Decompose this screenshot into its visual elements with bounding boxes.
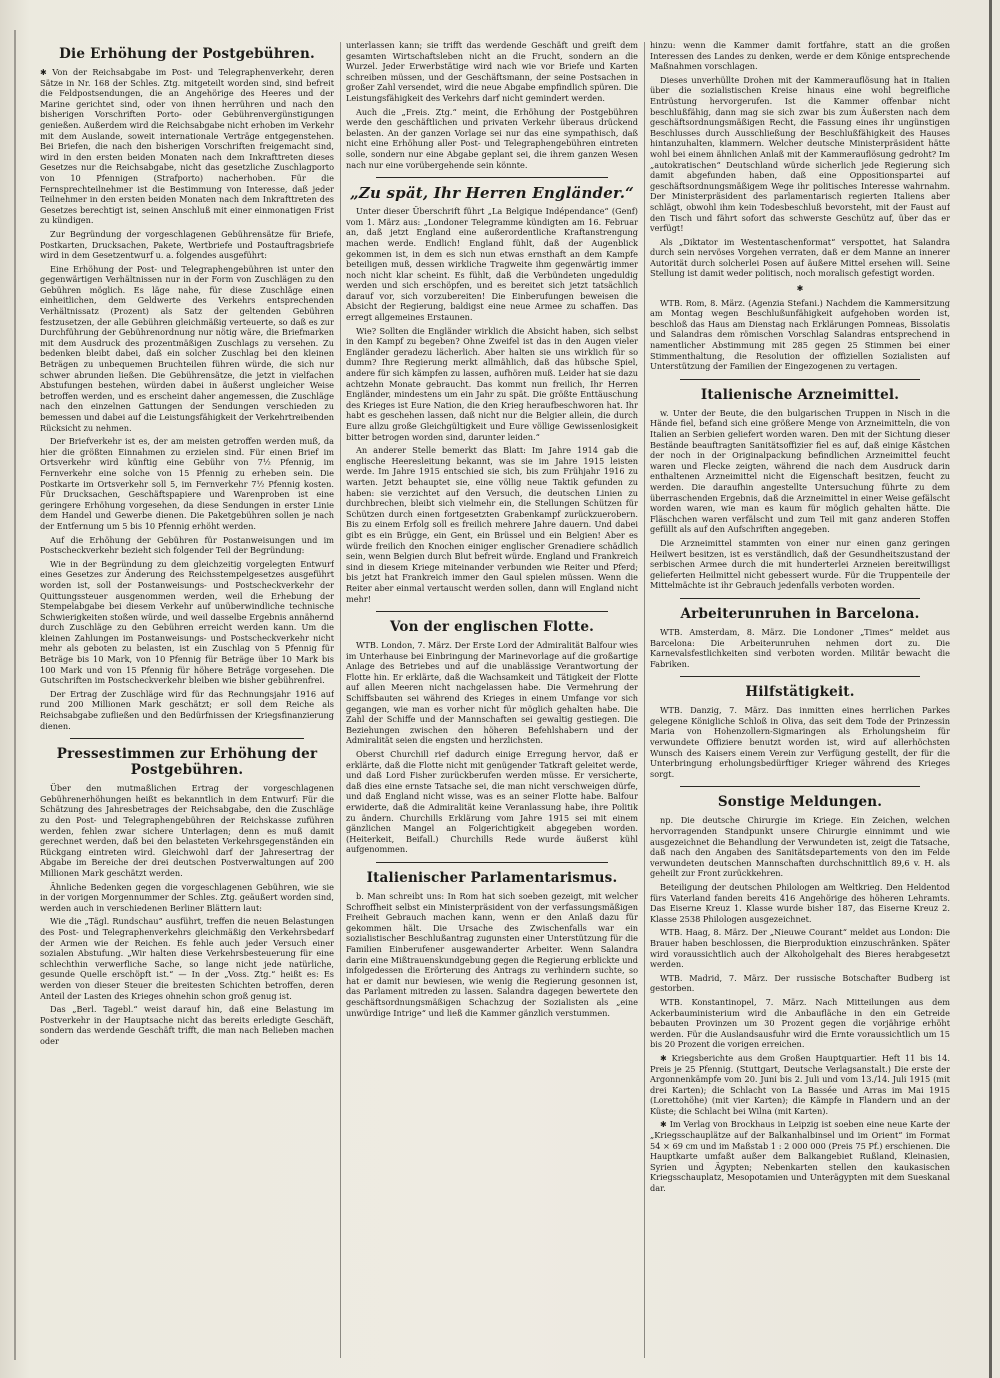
article-paragraph: Über den mutmaßlichen Ertrag der vorgeschlagenen Gebührenerhöhungen heißt es bekanntlich in dem Entwurf: Für die Schätzung des Jahresbetrages der Reichsabgabe, den die Zuschläge zu den Post- und Telegraphengebühren der Reichskasse zuführen werden, fehlen zwar sichere Unterlagen; denn es muß damit gerechnet werden, daß bei den belasteten Verkehrsgegenständen ein Rückgang eintreten wird. Gleichwohl darf der Jahresertrag der Abgabe im Bereiche der drei deutschen Postverwaltungen auf 200 Millionen Mark geschätzt werden.	[40, 783, 334, 878]
article-paragraph: Als „Diktator im Westentaschenformat“ verspottet, hat Salandra durch sein nervöses Vorgehen verraten, daß er dem Manne an innerer Autorität durch solcherlei Posen auf äußere Mittel ersehen will. Seine Stellung ist damit weder politisch, noch moralisch gefestigt worden.	[650, 236, 950, 279]
section-rule	[680, 786, 920, 787]
article-paragraph: WTB. Danzig, 7. März. Das inmitten eines herrlichen Parkes gelegene Königliche Schloß in Oliva, das seit dem Tode der Prinzessin Maria von Hohenzollern-Sigmaringen als Erholungsheim für verwundete Offiziere benutzt worden ist, wird auf allerhöchsten Wunsch des Kaisers einem Verein zur Verfügung gestellt, der für die Unterbringung erholungsbedürftiger Krieger während des Krieges sorgt.	[650, 705, 950, 779]
article-paragraph: Wie die „Tägl. Rundschau“ ausführt, treffen die neuen Belastungen des Post- und Telegraphenverkehrs gleichmäßig den Verkehrsbedarf der Armen wie der Reichen. Es fehle auch jeder Versuch einer sozialen Abstufung. „Wir halten diese Verkehrsbesteuerung für eine schlechthin verwerfliche Sache, so lange nicht jede natürliche, gesunde Quelle erschöpft ist.“ — In der „Voss. Ztg.“ heißt es: Es werden von dieser Steuer die breitesten Schichten betroffen, deren Anteil der Lasten des Krieges ohnehin schon groß genug ist.	[40, 916, 334, 1001]
heading-sonstige-meldungen: Sonstige Meldungen.	[717, 794, 883, 811]
column-2	[346, 40, 638, 1360]
section-rule	[680, 598, 920, 599]
article-paragraph: WTB. Haag, 8. März. Der „Nieuwe Courant“ meldet aus London: Die Brauer haben beschlossen, die Bierproduktion einzuschränken. Später wird voraussichtlich auch der Alkoholgehalt des Bieres herabgesetzt werden.	[650, 927, 950, 970]
article-paragraph: WTB. Konstantinopel, 7. März. Nach Mitteilungen aus dem Ackerbauministerium wird die Anbaufläche in den ein Getreide bebauten Provinzen um 30 Prozent gegen die vorjährige erhöht werden. Für die Auslandsausfuhr wird die Ernte voraussichtlich um 15 bis 20 Prozent die vorigen erreichen.	[650, 996, 950, 1050]
section-rule	[680, 379, 920, 380]
heading-pressestimmen: Pressestimmen zur Erhöhung der Postgebühren.	[56, 746, 318, 779]
column-1	[40, 40, 334, 1360]
article-paragraph: np. Die deutsche Chirurgie im Kriege. Ein Zeichen, welchen hervorragenden Standpunkt unsere Chirurgie einnimmt und wie ausgezeichnet die Behandlung der Verwundeten ist, zeigt die Tatsache, daß nach den Angaben des Sanitätsdepartements von den im Felde verwundeten deutschen Mannschaften durchschnittlich 89,6 v. H. als geheilt zur Front zurückkehren.	[650, 815, 950, 879]
article-paragraph: b. Man schreibt uns: In Rom hat sich soeben gezeigt, mit welcher Schroffheit selbst ein Ministerpräsident von der verfassungsmäßigen Freiheit Gebrauch machen kann, wenn er den Anlaß dazu für gekommen hält. Die Ursache des Zwischenfalls war ein sozialistischer Beschlußantrag zugunsten einer Unterstützung für die Familien Einberufener ausgewanderter Arbeiter. Wenn Salandra darin eine Mißtrauenskundgebung gegen die Regierung erblickte und infolgedessen die Erörterung des Antrags zu verhindern suchte, so hat er damit nur bewiesen, wie wenig die Regierung gesonnen ist, das Parlament mitreden zu lassen. Salandra dagegen bewertete den geschäftsordnungsmäßigen Schachzug der Sozialisten als „eine unwürdige Intrige“ und ließ die Kammer gänzlich verstummen.	[346, 890, 638, 1018]
heading-zu-spaet: „Zu spät, Ihr Herren Engländer.“	[350, 184, 634, 203]
article-paragraph: Der Briefverkehr ist es, der am meisten getroffen werden muß, da hier die größten Einnahmen zu erzielen sind. Für einen Brief im Ortsverkehr wird künftig eine Gebühr von 7½ Pfennig, im Fernverkehr eine solche von 15 Pfennig zu erheben sein. Die Postkarte im Ortsverkehr soll 5, im Fernverkehr 7½ Pfennig kosten. Für Drucksachen, Geschäftspapiere und Warenproben ist eine geringere Erhöhung vorgesehen, da diese Sendungen in erster Linie dem Handel und Gewerbe dienen. Die Paketgebühren sollen je nach der Entfernung um 5 bis 10 Pfennig erhöht werden.	[40, 436, 334, 531]
heading-postgebuehren: Die Erhöhung der Postgebühren.	[59, 46, 315, 62]
article-paragraph: Die Arzneimittel stammten von einer nur einen ganz geringen Heilwert besitzen, ist es verständlich, daß der Gesundheitszustand der serbischen Armee durch die mit hunderterlei Arzneien bereitwilligst gelieferten Heilmittel nicht gebessert wurde. Für die Truppenteile der Mittelmächte ist ihr Gebrauch jedenfalls verboten worden.	[650, 537, 950, 591]
article-paragraph: Zur Begründung der vorgeschlagenen Gebührensätze für Briefe, Postkarten, Drucksachen, Pakete, Wertbriefe und Postauftragsbriefe wird in dem Gesetzentwurf u. a. folgendes ausgeführt:	[40, 228, 334, 261]
article-paragraph: w. Unter der Beute, die den bulgarischen Truppen in Nisch in die Hände fiel, befand sich eine größere Menge von Arzneimitteln, die von Italien an Serbien geliefert worden waren. Den mit der Sichtung dieser Bestände beauftragten Sanitätsoffizier fiel es auf, daß einige Kästchen der noch in der Originalpackung befindlichen Arzneimittel feucht waren und Flecke zeigten, während die nach dem Ausdruck darin enthaltenen Arzneimittel nicht die Eigenschaft besitzen, feucht zu werden. Die daraufhin angestellte Untersuchung führte zu dem überraschenden Ergebnis, daß die Arzneimittel in einer Weise gefälscht worden waren, wie man es kaum für möglich gehalten hätte. Die Fläschchen waren verfälscht und zum Teil mit ganz anderen Stoffen gefüllt als auf den Aufschriften angegeben.	[650, 407, 950, 535]
article-paragraph: Beteiligung der deutschen Philologen am Weltkrieg. Den Heldentod fürs Vaterland fanden bereits 416 Angehörige des höheren Lehramts. Das Eiserne Kreuz 1. Klasse wurde bisher 187, das Eiserne Kreuz 2. Klasse 2538 Philologen ausgezeichnet.	[650, 882, 950, 924]
article-paragraph: Auch die „Freis. Ztg.“ meint, die Erhöhung der Postgebühren werde den geschäftlichen und privaten Verkehr überaus drückend belasten. An der ganzen Vorlage sei nur das eine sympathisch, daß nicht eine Erhöhung aller Post- und Telegraphengebühren eintreten solle, sondern nur eine Abgabe geplant sei, die ihrem ganzen Wesen nach nur eine vorübergehende sein könnte.	[346, 106, 638, 170]
column-separator	[340, 42, 341, 1358]
heading-englische-flotte: Von der englischen Flotte.	[389, 619, 595, 636]
article-paragraph: unterlassen kann; sie trifft das werdende Geschäft und greift dem gesamten Wirtschaftsleben nicht an die Frucht, sondern an die Wurzel. Jeder Erwerbstätige wird nach wie vor Briefe und Karten schreiben müssen, und der Geschäftsmann, der seine Postsachen in großer Zahl versendet, wird die neue Abgabe empfindlich spüren. Die Leistungsfähigkeit des Verkehrs darf nicht gemindert werden.	[346, 40, 638, 103]
separator-star-icon: ✱	[796, 283, 804, 294]
article-paragraph: Ähnliche Bedenken gegen die vorgeschlagenen Gebühren, wie sie in der vorigen Morgennummer der Schles. Ztg. geäußert worden sind, werden auch in verschiedenen Berliner Blättern laut:	[40, 881, 334, 913]
article-paragraph: Dieses unverhüllte Drohen mit der Kammerauflösung hat in Italien über die sozialistischen Kreise hinaus eine wohl begreifliche Entrüstung hervorgerufen. Ist die Kammer offenbar nicht beschlußfähig, dann mag sie sich zwar bis zum Äußersten nach dem geschäftsordnungsmäßigen Recht, die Fassung eines ihr ungünstigen Beschlusses durch Ausschließung der Beschlußfähigkeit des Hauses hintanzuhalten, klammern. Welcher deutsche Ministerpräsident hätte wohl bei einem ähnlichen Anlaß mit der Kammerauflösung gedroht? Im „autokratischen“ Deutschland würde sicherlich jede Regierung sich damit abgefunden haben, daß eine Oppositionspartei auf geschäftsordnungsmäßigem Wege ihr politisches Interesse wahrnahm. Der Ministerpräsident des parlamentarisch regierten Italiens aber schlägt, obwohl ihm kein Todesbeschluß bevorsteht, mit der Faust auf den Tisch und fährt sofort das schwerste Geschütz auf, über das er verfügt!	[650, 74, 950, 234]
article-paragraph: Der Ertrag der Zuschläge wird für das Rechnungsjahr 1916 auf rund 200 Millionen Mark geschätzt; er soll dem Reiche als Reichsabgabe zufließen und den Bedürfnissen der Kriegsfinanzierung dienen.	[40, 688, 334, 731]
article-paragraph: Wie in der Begründung zu dem gleichzeitig vorgelegten Entwurf eines Gesetzes zur Änderung des Reichsstempelgesetzes ausgeführt worden ist, soll der Postanweisungs- und Postscheckverkehr der Quittungssteuer ausgenommen werden, weil die Erhebung der Stempelabgabe bei diesem Verkehr auf unüberwindliche technische Schwierigkeiten stoßen würde, und weil dasselbe Ergebnis annähernd durch Zuschläge zu den Gebühren erreicht werden kann. Um die kleinen Zahlungen im Postanweisungs- und Postscheckverkehr nicht mehr als geboten zu belasten, ist ein Zuschlag von 5 Pfennig für Beträge bis 10 Mark, von 10 Pfennig für Beträge über 10 Mark bis 100 Mark und von 15 Pfennig für höhere Beträge vorgesehen. Die Gutschriften im Postscheckverkehr bleiben wie bisher gebührenfrei.	[40, 558, 334, 686]
article-paragraph: ✱ Von der Reichsabgabe im Post- und Telegraphenverkehr, deren Sätze in Nr. 168 der Schles. Ztg. mitgeteilt worden sind, sind befreit die Feldpostsendungen, die an Angehörige des Heeres und der Marine gerichtet sind, oder von ihnen herrühren und nach den bisherigen Vorschriften Porto- oder Gebührenvergünstigungen genießen. Außerdem wird die Reichsabgabe nicht erhoben im Verkehr mit dem Auslande, soweit internationale Verträge entgegenstehen. Bei Briefen, die nach den bisherigen Vorschriften freigemacht sind, wird in den ersten beiden Monaten nach dem Inkrafttreten dieses Gesetzes nur die Reichsabgabe, nicht das gesetzliche Zuschlagporto von 10 Pfennigen (Strafporto) nacherhoben. Für die Fernsprechteilnehmer ist die Bestimmung von Interesse, daß jeder Teilnehmer in den ersten beiden Monaten nach dem Inkrafttreten des Gesetzes berechtigt ist, seinen Anschluß mit einer einmonatigen Frist zu kündigen.	[40, 67, 334, 226]
article-paragraph: Das „Berl. Tagebl.“ weist darauf hin, daß eine Belastung im Postverkehr in der Hauptsache nicht das bereits erledigte Geschäft, sondern das werdende Geschäft trifft, die man nach Belieben machen oder	[40, 1004, 334, 1046]
article-paragraph: ✱ Im Verlag von Brockhaus in Leipzig ist soeben eine neue Karte der „Kriegsschauplätze auf der Balkanhalbinsel und im Orient“ im Format 54 × 69 cm und im Maßstab 1 : 2 000 000 (Preis 75 Pf.) erschienen. Die Hauptkarte umfaßt außer dem Balkangebiet Rußland, Kleinasien, Syrien und Ägypten; Nebenkarten stellen den kaukasischen Kriegsschauplatz, Mesopotamien und Unterägypten mit dem Sueskanal dar.	[650, 1119, 950, 1194]
section-rule	[70, 738, 304, 739]
article-paragraph: Wie? Sollten die Engländer wirklich die Absicht haben, sich selbst in den Kampf zu begeben? Ohne Zweifel ist das in den Augen vieler Engländer geradezu lächerlich. Aber halten sie uns wirklich für so dumm? Ihre Regierung merkt allmählich, daß das hübsche Spiel, andere für sich kämpfen zu lassen, aufhören muß. Leider hat sie dazu achtzehn Monate gebraucht. Das kommt nun freilich, Ihr Herren Engländer, mindestens um ein Jahr zu spät. Die größte Enttäuschung des Krieges ist Eure Nation, die den Krieg heraufbeschworen hat. Ihr habt es geschehen lassen, daß nicht nur die Belgier allein, die durch Eure allzu große Gleichgültigkeit und Eure völlige Gewissenlosigkeit bitter betrogen worden sind, darunter leiden.“	[346, 325, 638, 442]
section-rule	[376, 177, 608, 178]
page-edge-left	[14, 30, 16, 1360]
article-paragraph: An anderer Stelle bemerkt das Blatt: Im Jahre 1914 gab die englische Heeresleitung bekannt, was sie im Jahre 1915 leisten werde. Im Jahre 1915 entschied sie sich, bis zum Frühjahr 1916 zu warten. Jetzt behauptet sie, eine völlig neue Taktik gefunden zu haben: sie verzichtet auf den Versuch, die deutschen Linien zu durchbrechen, bleibt sich vielmehr ein, die Stellungen Schützen für Schützen durch einen fortgesetzten Grabenkampf zurückzuerobern. Bis zu einem Erfolg soll es freilich mehrere Jahre dauern. Und dabei gibt es ein Brügge, ein Gent, ein Brüssel und ein Belgien! Aber es würde freilich den Knochen einiger englischer Grenadiere schädlich sein, wenn Belgien durch Blut befreit würde. England und Frankreich sind in diesem Kriege miteinander verbunden wie Reiter und Pferd; bis jetzt hat Frankreich immer den Gaul spielen müssen. Wenn die Reiter aber einmal vertauscht werden sollen, dann will England nicht mehr!	[346, 445, 638, 604]
article-paragraph: hinzu: wenn die Kammer damit fortfahre, statt an die großen Interessen des Landes zu denken, werde er dem Könige entsprechende Maßnahmen vorschlagen.	[650, 40, 950, 72]
article-paragraph: Oberst Churchill rief dadurch einige Erregung hervor, daß er erklärte, daß die Flotte nicht mit genügender Tatkraft geleitet werde, und daß Lord Fisher zurückberufen werden müsse. Er versicherte, daß dies eine ernste Tatsache sei, die man nicht verschweigen dürfe, und daß England nicht wisse, was es an seiner Flotte habe. Balfour erwiderte, daß die Admiralität keine Veranlassung habe, ihre Politik zu ändern. Churchills Erklärung vom Jahre 1915 sei mit einem gänzlichen Mangel an Folgerichtigkeit abgegeben worden. (Heiterkeit, Beifall.) Churchills Rede wurde äußerst kühl aufgenommen.	[346, 749, 638, 855]
column-separator	[644, 42, 645, 1358]
section-rule	[376, 862, 608, 863]
article-paragraph: Unter dieser Überschrift führt „La Belgique Indépendance“ (Genf) vom 1. März aus: „Londoner Telegramme kündigten am 16. Februar an, daß jetzt England eine außerordentliche Kraftanstrengung machen werde. Endlich! England fühlt, daß der Augenblick gekommen ist, in dem es sich nun etwas ernsthaft an dem Kampfe beteiligen muß, dessen wirkliche Tragweite ihm gegenwärtig immer noch nicht klar scheint. Es fühlt, daß die Verbündeten ungeduldig werden und sich erschöpfen, und es bereitet sich jetzt tatsächlich darauf vor, sich vorzubereiten! Die Einberufungen beweisen die Absicht der Regierung, baldigst eine neue Armee zu schaffen. Das erregt allgemeines Erstaunen.	[346, 206, 638, 323]
article-paragraph: WTB. London, 7. März. Der Erste Lord der Admiralität Balfour wies im Unterhause bei Einbringung der Marinevorlage auf die großartige Anlage des Betriebes und auf die unablässige Verantwortung der Flotte hin. Er erklärte, daß die Wachsamkeit und Tätigkeit der Flotte auf allen Meeren nicht nachgelassen habe. Die Vermehrung der Schiffsbauten sei während des Krieges in einem Umfange vor sich gegangen, wie man es vorher nicht für möglich gehalten habe. Die Zahl der Schiffe und der Mannschaften sei gewaltig gestiegen. Die Beziehungen zwischen den höheren Befehlshabern und der Admiralität seien die engsten und herzlichsten.	[346, 640, 638, 746]
heading-arzneimittel: Italienische Arzneimittel.	[700, 386, 900, 403]
article-paragraph: WTB. Madrid, 7. März. Der russische Botschafter Budberg ist gestorben.	[650, 972, 950, 994]
column-3	[650, 40, 950, 1360]
page-edge-right	[989, 0, 992, 1378]
heading-barcelona: Arbeiterunruhen in Barcelona.	[680, 605, 920, 622]
article-paragraph: Auf die Erhöhung der Gebühren für Postanweisungen und im Postscheckverkehr bezieht sich folgender Teil der Begründung:	[40, 534, 334, 556]
section-rule	[680, 676, 920, 677]
section-rule	[376, 611, 608, 612]
heading-hilfstaetigkeit: Hilfstätigkeit.	[745, 684, 855, 701]
article-paragraph: ✱ Kriegsberichte aus dem Großen Hauptquartier. Heft 11 bis 14. Preis je 25 Pfennig. (Stuttgart, Deutsche Verlagsanstalt.) Die erste der Argonnenkämpfe vom 20. Juni bis 2. Juli und vom 13./14. Juli 1915 (mit drei Karten); die Schlacht von La Bassée und Arras im Mai 1915 (Lorettohöhe) (mit vier Karten); die Kämpfe in Flandern und an der Küste; die Schlacht bei Wilna (mit Karten).	[650, 1052, 950, 1116]
article-paragraph: WTB. Rom, 8. März. (Agenzia Stefani.) Nachdem die Kammersitzung am Montag wegen Beschlußunfähigkeit aufgehoben worden ist, beschloß das Haus am Dienstag nach Erklärungen Pomneas, Bissolatis und Salandras dem römischen Vorschlag Salandras entsprechend in namentlicher Abstimmung mit 285 gegen 25 Stimmen bei einer Stimmenthaltung, die Resolution der offiziellen Sozialisten auf Unterstützung der Familien der Eingezogenen zu vertagen.	[650, 297, 950, 372]
article-paragraph: Eine Erhöhung der Post- und Telegraphengebühren ist unter den gegenwärtigen Verhältnissen nur in der Form von Zuschlägen zu den Gebühren möglich. Es läge nahe, für diese Zuschläge einen einheitlichen, dem Geldwerte des Verkehrs entsprechenden Verhältnissatz (Prozent) als Satz der geltenden Gebühren festzusetzen, der alle Gebühren gleichmäßig verteuerte, so daß es zur Durchführung der Gebührenordnung nur nötig wäre, die Briefmarken mit dem Ausdruck des prozentmäßigen Zuschlags zu versehen. Zu bedenken bleibt dabei, daß ein solcher Zuschlag bei den kleinen Beträgen zu unbequemen Bruchteilen führen würde, die sich nur schwer abrunden ließen. Die Gebührensätze, die jetzt in vielfachen Abstufungen bestehen, würden dabei in äußerst ungleicher Weise betroffen werden, und es erscheint daher angemessen, die Zuschläge nach den einzelnen Gattungen der Sendungen verschieden zu bemessen und dabei auf die Leistungsfähigkeit der Verkehrtreibenden Rücksicht zu nehmen.	[40, 263, 334, 433]
heading-parlamentarismus: Italienischer Parlamentarismus.	[366, 869, 618, 886]
article-paragraph: WTB. Amsterdam, 8. März. Die Londoner „Times“ meldet aus Barcelona: Die Arbeiterunruhen nehmen dort zu. Die Karnevalsfestlichkeiten sind verboten worden. Militär bewacht die Fabriken.	[650, 626, 950, 669]
